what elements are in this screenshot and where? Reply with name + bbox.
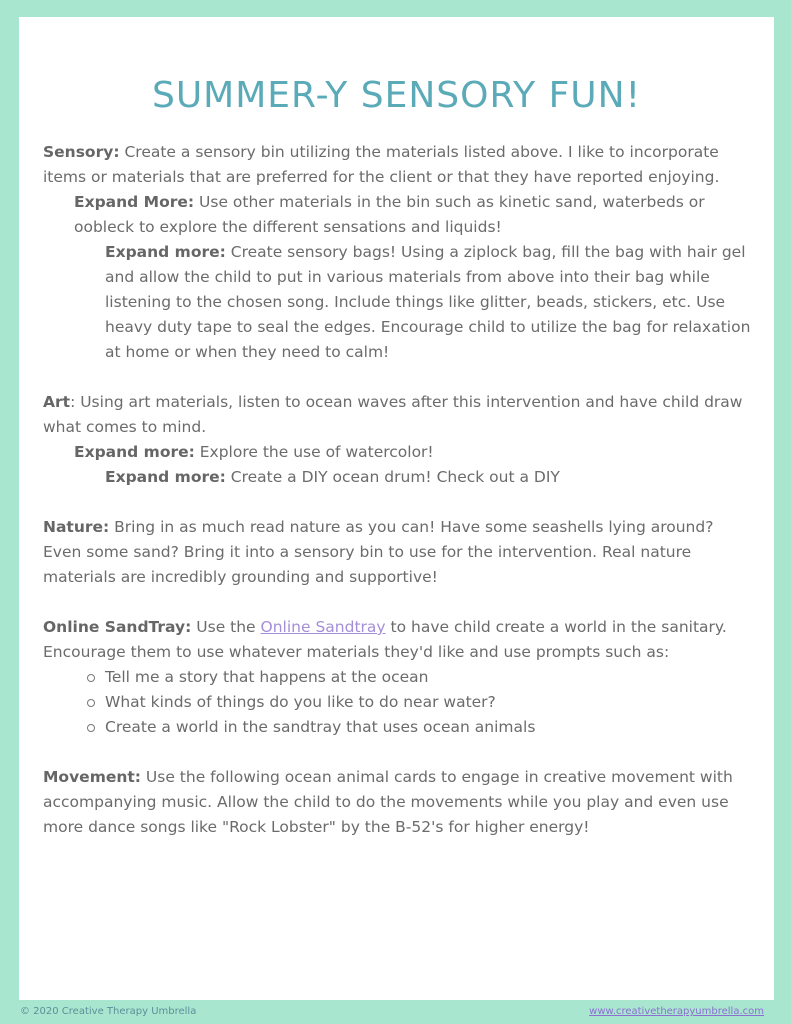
art-expand-1: [43, 440, 755, 465]
sandtray-prompt-list: [43, 665, 755, 740]
sensory-expand-1-label: Expand More:: [74, 193, 195, 211]
online-sandtray-link[interactable]: Online Sandtray: [260, 618, 386, 636]
page-title: SUMMER-Y SENSORY FUN!: [151, 75, 642, 116]
art-expand-2-label: Expand more:: [105, 468, 226, 486]
sensory-expand-2: [43, 240, 755, 365]
movement-text: Use the following ocean animal cards to engage in creative movement with accompanying music. Allow the child to do the movements while you play and even use more dance songs like "Rock Lobster" by the B-52's for higher energy!: [43, 768, 733, 836]
art-expand-1-text: Explore the use of watercolor!: [194, 443, 434, 461]
art-text: : Using art materials, listen to ocean waves after this intervention and have child draw what comes to mind.: [43, 393, 743, 436]
sensory-text: Create a sensory bin utilizing the materials listed above. I like to incorporate items or materials that are preferred for the client or that they have reported enjoying.: [43, 143, 720, 186]
document-body: [43, 140, 755, 840]
footer-website-link[interactable]: www.creativetherapyumbrella.com: [589, 1006, 764, 1017]
sandtray-text-before: Use the: [191, 618, 261, 636]
sensory-expand-2-text: Create sensory bags! Using a ziplock bag, fill the bag with hair gel and allow the child to put in various materials from above into their bag while listening to the chosen song. Include things like glitter, beads, stickers, etc. Use heavy duty tape to seal the edges. Encourage child to utilize the bag for relaxation at home or when they need to calm!: [105, 243, 751, 361]
art-paragraph: [43, 390, 755, 440]
list-item: Tell me a story that happens at the ocean: [87, 665, 755, 690]
sandtray-label: Online SandTray:: [43, 618, 192, 636]
sensory-expand-1: [43, 190, 755, 240]
art-expand-2: [43, 465, 755, 490]
sensory-paragraph: [43, 140, 755, 190]
document-page: [19, 17, 774, 1000]
nature-text: Bring in as much read nature as you can! Have some seashells lying around? Even some sand? Bring it into a sensory bin to use for the intervention. Real nature materials are incredibly grounding and supportive!: [43, 518, 714, 586]
nature-label: Nature:: [43, 518, 110, 536]
art-expand-2-text: Create a DIY ocean drum! Check out a DIY: [225, 468, 560, 486]
art-label: Art: [43, 393, 71, 411]
list-item: What kinds of things do you like to do near water?: [87, 690, 755, 715]
sandtray-text-after: to have child create a world in the sanitary. Encourage them to use whatever materials they'd like and use prompts such as:: [43, 618, 727, 661]
sensory-label: Sensory:: [43, 143, 120, 161]
sensory-expand-1-text: Use other materials in the bin such as kinetic sand, waterbeds or oobleck to explore the different sensations and liquids!: [74, 193, 705, 236]
nature-paragraph: [43, 515, 755, 590]
sandtray-paragraph: [43, 615, 755, 665]
list-item: Create a world in the sandtray that uses ocean animals: [87, 715, 755, 740]
sensory-expand-2-label: Expand more:: [105, 243, 226, 261]
art-expand-1-label: Expand more:: [74, 443, 195, 461]
movement-label: Movement:: [43, 768, 141, 786]
movement-paragraph: [43, 765, 755, 840]
footer-copyright: © 2020 Creative Therapy Umbrella: [20, 1006, 197, 1017]
